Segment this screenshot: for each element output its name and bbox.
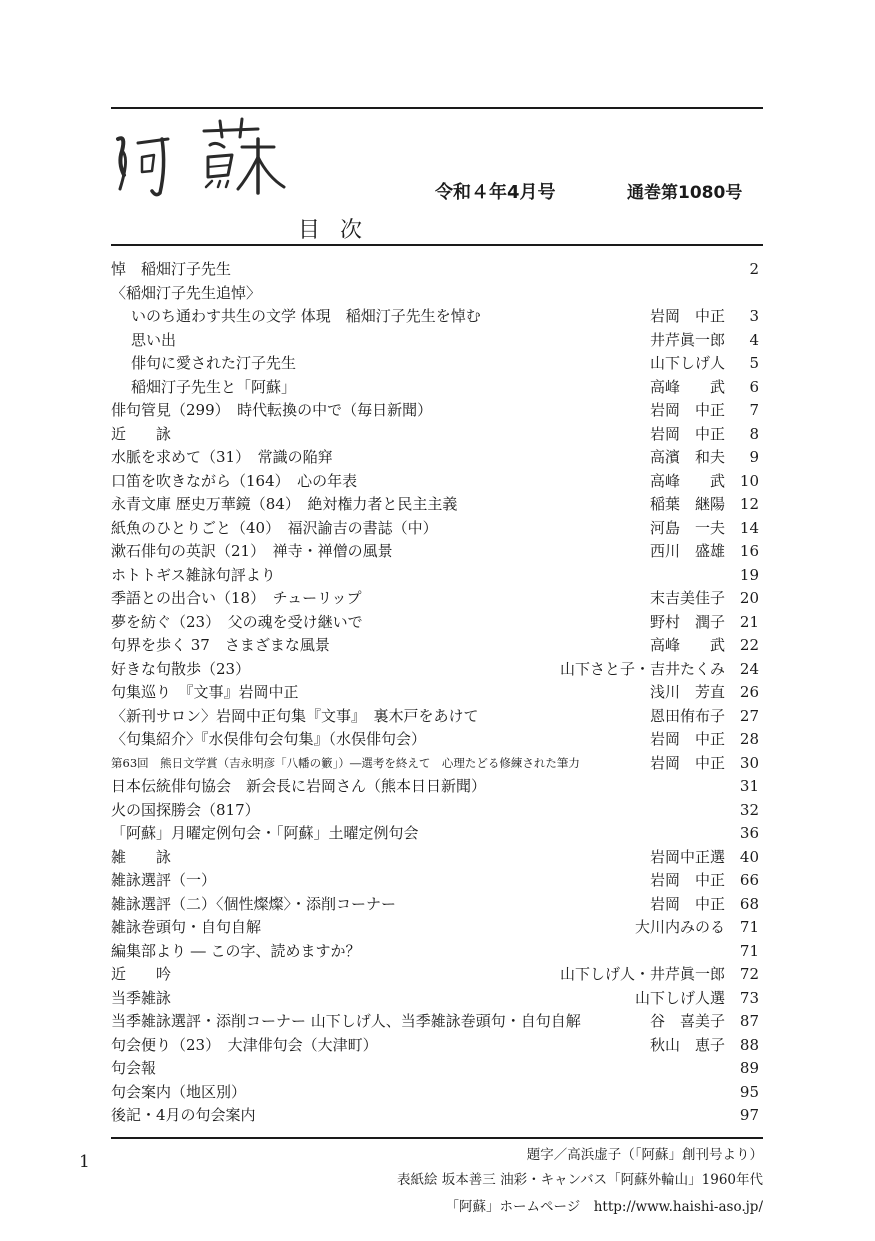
toc-entry-page: 9 <box>749 448 759 466</box>
toc-entry-title: 思い出 <box>131 330 177 349</box>
toc-entry-page: 6 <box>749 377 759 396</box>
toc-entry-title: 〈新刊サロン〉岩岡中正句集『文事』 裏木戸をあけて <box>111 706 479 725</box>
toc-entry-page: 97 <box>739 1106 759 1124</box>
toc-entry-page: 10 <box>739 471 759 490</box>
toc-entry-title: 稲畑汀子先生と「阿蘇」 <box>131 377 297 396</box>
toc-entry <box>111 916 759 940</box>
toc-entry <box>111 893 759 917</box>
toc-entry <box>111 376 759 400</box>
toc-entry <box>111 517 759 541</box>
toc-entry-title: 悼 稲畑汀子先生 <box>111 260 232 278</box>
toc-entry-title: 「阿蘇」月曜定例句会・「阿蘇」土曜定例句会 <box>111 824 419 842</box>
toc-entry-page: 22 <box>739 636 759 654</box>
toc-entry-author: 山下しげ人・井芹眞一郎 <box>559 965 725 983</box>
toc-entry-page: 16 <box>739 542 759 560</box>
toc-entry <box>111 446 759 470</box>
toc-entry <box>111 1057 759 1081</box>
toc-entry-page: 2 <box>749 260 759 278</box>
toc-entry-author: 岩岡 中正 <box>649 753 725 772</box>
toc-entry-page: 31 <box>739 777 759 795</box>
toc-entry <box>111 822 759 846</box>
toc-entry-page: 28 <box>739 730 759 748</box>
toc-entry-title: 永青文庫 歴史万華鏡（84） 絶対権力者と民主主義 <box>111 495 458 513</box>
toc-entry <box>111 423 759 447</box>
toc-entry <box>111 987 759 1011</box>
toc-entry-title: 季語との出合い（18） チューリップ <box>111 589 362 607</box>
toc-entry <box>111 940 759 964</box>
toc-entry-page: 14 <box>739 518 759 537</box>
toc-entry-author: 岩岡 中正 <box>649 730 725 748</box>
toc-entry <box>111 705 759 729</box>
toc-entry-title: 〈稲畑汀子先生追悼〉 <box>111 283 262 302</box>
toc-entry-author: 西川 盛雄 <box>649 542 725 560</box>
toc-entry-page: 3 <box>749 307 759 325</box>
toc-entry-title: 俳句に愛された汀子先生 <box>131 354 297 372</box>
toc-entry-title: 編集部より ― この字、読めますか？ <box>111 941 361 960</box>
toc-entry-author: 岩岡中正選 <box>649 847 725 866</box>
toc-entry-title: 日本伝統俳句協会 新会長に岩岡さん（熊本日日新聞） <box>111 777 487 795</box>
toc-entry-title: 句会案内（地区別） <box>111 1082 247 1101</box>
toc-entry-title: 夢を紡ぐ（23） 父の魂を受け継いで <box>111 612 363 631</box>
toc-entry-author: 高峰 武 <box>649 471 725 490</box>
toc-entry-page: 89 <box>739 1059 759 1077</box>
toc-entry-title: 近 詠 <box>111 424 172 443</box>
toc-entry-title: 後記・4月の句会案内 <box>111 1106 256 1124</box>
toc-entry <box>111 728 759 752</box>
toc-entry-page: 40 <box>739 847 759 866</box>
page-number: 1 <box>79 1152 90 1172</box>
toc-entry-page: 30 <box>739 753 759 772</box>
toc-entry-title: 句集巡り 『文事』岩岡中正 <box>111 683 299 701</box>
toc-entry-author: 秋山 恵子 <box>649 1035 725 1054</box>
toc-entry <box>111 282 759 306</box>
toc-entry <box>111 869 759 893</box>
toc-entry <box>111 258 759 282</box>
toc-entry <box>111 963 759 987</box>
toc-entry-title: 句会報 <box>111 1059 157 1077</box>
toc-entry-title: 水脈を求めて（31） 常識の陥穽 <box>111 448 333 466</box>
toc-entry <box>111 493 759 517</box>
top-rule <box>111 107 763 109</box>
toc-entry-author: 末吉美佳子 <box>649 589 725 607</box>
toc-entry-author: 高峰 武 <box>649 636 725 654</box>
toc-entry <box>111 540 759 564</box>
header-rule <box>111 244 763 246</box>
toc-entry <box>111 1081 759 1105</box>
toc-entry-page: 4 <box>749 330 759 349</box>
toc-entry-title: 火の国探勝会（817） <box>111 800 260 819</box>
toc-entry <box>111 470 759 494</box>
toc-entry-page: 72 <box>739 965 759 983</box>
toc-entry-page: 71 <box>739 918 759 936</box>
toc-entry <box>111 399 759 423</box>
toc-entry-author: 浅川 芳直 <box>649 683 725 701</box>
toc-entry-page: 21 <box>739 612 759 631</box>
toc-entry-author: 岩岡 中正 <box>649 871 725 889</box>
toc-entry-author: 高濱 和夫 <box>649 448 725 466</box>
toc-entry-author: 稲葉 継陽 <box>649 495 725 513</box>
toc-entry <box>111 1034 759 1058</box>
toc-entry <box>111 752 759 776</box>
toc-entry-page: 88 <box>739 1035 759 1054</box>
toc-entry-author: 山下しげ人選 <box>634 988 725 1007</box>
toc-entry-title: 好きな句散歩（23） <box>111 659 251 678</box>
table-of-contents <box>111 258 759 1128</box>
toc-entry-title: 漱石俳句の英訳（21） 禅寺・禅僧の風景 <box>111 542 393 560</box>
toc-entry-page: 20 <box>739 589 759 607</box>
toc-entry-title: 雑 詠 <box>111 847 172 866</box>
toc-entry-title: 俳句管見（299） 時代転換の中で（毎日新聞） <box>111 401 433 419</box>
toc-entry-author: 野村 潤子 <box>649 612 725 631</box>
toc-entry-page: 36 <box>739 824 759 842</box>
toc-entry <box>111 611 759 635</box>
toc-entry-page: 19 <box>739 565 759 584</box>
toc-entry-author: 井芹眞一郎 <box>649 330 725 349</box>
toc-entry-title: 句会便り（23） 大津俳句会（大津町） <box>111 1035 378 1054</box>
toc-entry-title: いのち通わす共生の文学 体現 稲畑汀子先生を悼む <box>131 307 481 325</box>
toc-entry-author: 大川内みのる <box>634 918 725 936</box>
toc-entry-page: 66 <box>739 871 759 889</box>
toc-entry-title: 第63回 熊日文学賞（吉永明彦「八幡の籔」）―選考を終えて 心理たどる修練された筆力 <box>111 755 580 770</box>
toc-entry-title: 当季雑詠選評・添削コーナー 山下しげ人、当季雑詠巻頭句・自句自解 <box>111 1012 581 1030</box>
toc-entry-page: 5 <box>749 354 759 372</box>
toc-entry-author: 岩岡 中正 <box>649 894 725 913</box>
toc-entry <box>111 305 759 329</box>
toc-entry-page: 32 <box>739 800 759 819</box>
toc-entry-page: 24 <box>739 659 759 678</box>
toc-entry-page: 68 <box>739 894 759 913</box>
aso-calligraphy-logo <box>108 117 298 207</box>
toc-entry <box>111 352 759 376</box>
toc-entry <box>111 1104 759 1128</box>
toc-entry-title: 当季雑詠 <box>111 988 172 1007</box>
toc-entry-title: 雑詠巻頭句・自句自解 <box>111 918 262 936</box>
toc-entry-page: 95 <box>739 1082 759 1101</box>
toc-entry-title: 雑詠選評（二）〈個性燦燦〉・添削コーナー <box>111 894 397 913</box>
toc-entry <box>111 799 759 823</box>
toc-entry-author: 岩岡 中正 <box>649 401 725 419</box>
toc-entry-page: 27 <box>739 706 759 725</box>
toc-entry-title: 句界を歩く 37 さまざまな風景 <box>111 636 330 654</box>
toc-entry <box>111 634 759 658</box>
toc-entry <box>111 1010 759 1034</box>
toc-entry-page: 8 <box>749 424 759 443</box>
toc-entry-author: 岩岡 中正 <box>649 307 725 325</box>
toc-entry-author: 谷 喜美子 <box>649 1012 725 1030</box>
toc-entry <box>111 846 759 870</box>
toc-entry-page: 12 <box>739 495 759 513</box>
toc-entry-page: 73 <box>739 988 759 1007</box>
toc-entry-author: 山下しげ人 <box>649 354 725 372</box>
toc-entry <box>111 564 759 588</box>
toc-entry-title: 雑詠選評（一） <box>111 871 217 889</box>
toc-entry-author: 河島 一夫 <box>649 518 725 537</box>
toc-entry <box>111 775 759 799</box>
toc-entry-title: ホトトギス雑詠句評より <box>111 565 276 584</box>
footer-title-credit: 題字／高浜虚子（「阿蘇」創刊号より） <box>526 1147 763 1163</box>
toc-entry-title: 紙魚のひとりごと（40） 福沢諭吉の書誌（中） <box>111 518 438 537</box>
toc-entry-page: 26 <box>739 683 759 701</box>
footer-rule <box>111 1137 763 1139</box>
toc-entry <box>111 681 759 705</box>
toc-entry-author: 岩岡 中正 <box>649 424 725 443</box>
footer-homepage: 「阿蘇」ホームページ http://www.haishi-aso.jp/ <box>445 1199 763 1215</box>
issue-date: 令和４年4月号 <box>435 182 556 203</box>
toc-entry-author: 高峰 武 <box>649 377 725 396</box>
toc-entry-title: 近 吟 <box>111 965 172 983</box>
toc-entry-page: 87 <box>739 1012 759 1030</box>
issue-volume: 通巻第1080号 <box>627 183 743 203</box>
toc-entry <box>111 329 759 353</box>
toc-entry-author: 山下さと子・吉井たくみ <box>559 659 725 678</box>
toc-entry-title: 〈句集紹介〉『水俣俳句会句集』（水俣俳句会） <box>111 730 427 748</box>
toc-entry-title: 口笛を吹きながら（164） 心の年表 <box>111 471 358 490</box>
toc-entry-author: 恩田侑布子 <box>649 706 725 725</box>
toc-entry-page: 71 <box>739 941 759 960</box>
toc-entry <box>111 658 759 682</box>
toc-entry <box>111 587 759 611</box>
toc-title: 目次 <box>298 218 383 243</box>
footer-cover-credit: 表紙絵 坂本善三 油彩・キャンバス「阿蘇外輪山」1960年代 <box>397 1172 763 1188</box>
toc-entry-page: 7 <box>749 401 759 419</box>
